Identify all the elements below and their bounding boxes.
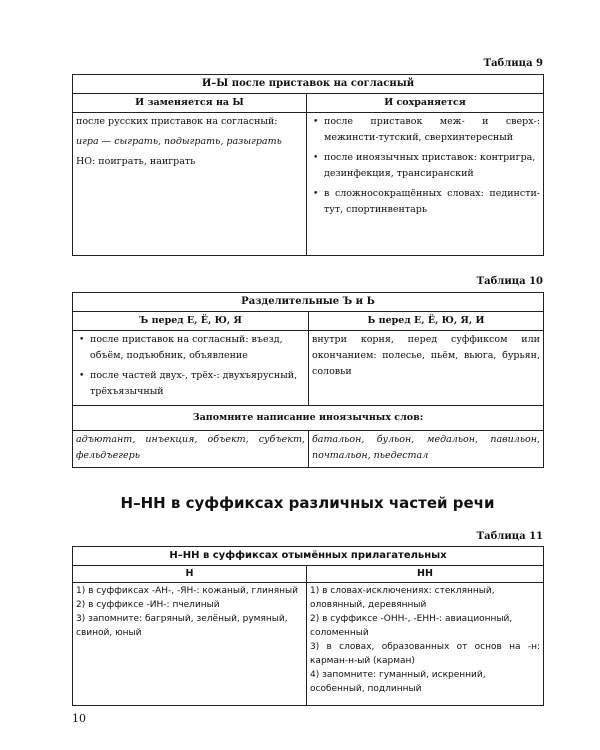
table-9-right-item-1: • после приставок меж- и сверх-: межинсти-тутский, сверхинтересный [324,114,540,146]
table-9 [72,74,544,256]
table-11-header: Н–НН в суффиксах отымённых прилагательных [73,547,544,566]
table-9-left-cell [73,113,307,256]
table-11-left-item-3: 3) запомните: багряный, зелёный, румяный, свиной, юный [76,614,288,638]
table-10-right-cell: внутри корня, перед суффиксом или окончанием: полесье, пьём, вьюга, бурьян, соловьи [309,331,544,406]
table-9-right-item-2: • после иноязычных приставок: контригра, дезинфекция, трансиранский [324,150,540,182]
table-10-header: Разделительные Ъ и Ь [73,293,544,312]
page-number: 10 [72,712,86,725]
table-11-col2-header: НН [307,566,544,583]
table-10-remember-header: Запомните написание иноязычных слов: [73,406,544,431]
table-10-col1-header: Ъ перед Е, Ё, Ю, Я [73,312,309,331]
table-10-label: Таблица 10 [476,276,543,287]
table-9-left-line-1: после русских приставок на согласный: [76,116,278,127]
table-10 [72,292,544,468]
table-9-left-line-2: игра — сыграть, подыграть, разыграть [76,136,282,147]
table-11 [72,546,544,706]
table-9-left-line-3: НО: поиграть, наиграть [76,156,196,167]
table-11-left-cell [73,583,307,706]
table-11-label: Таблица 11 [476,531,543,542]
table-9-right-cell [307,113,544,256]
table-10-col2-header: Ь перед Е, Ё, Ю, Я, И [309,312,544,331]
table-11-right-cell [307,583,544,706]
table-9-col2-header: И сохраняется [307,94,544,113]
table-10-left-cell [73,331,309,406]
table-11-left-item-2: 2) в суффиксе -ИН-: пчелиный [76,600,220,610]
table-10-remember-right: батальон, бульон, медальон, павильон, почтальон, пьедестал [309,431,544,468]
table-10-remember-left: адъютант, инъекция, объект, субъект, фельдъегерь [73,431,309,468]
table-9-label: Таблица 9 [483,58,543,69]
table-9-col1-header: И заменяется на Ы [73,94,307,113]
table-9-right-item-3: • в сложносокращённых словах: пединсти-тут, спортинвентарь [324,186,540,218]
table-11-col1-header: Н [73,566,307,583]
table-10-left-item-1: • после приставок на согласный: въезд, объём, подъюбник, объявление [90,332,305,364]
table-11-right-item-3: 3) в словах, образованных от основ на -н: карман-н-ый (карман) [310,642,541,666]
table-11-right-item-4: 4) запомните: гуманный, искренний, особенный, подлинный [310,670,486,694]
table-11-right-item-1: 1) в словах-исключениях: стеклянный, оловянный, деревянный [310,586,495,610]
table-9-header: И–Ы после приставок на согласный [73,75,544,94]
table-10-left-item-2: • после частей двух-, трёх-: двухъярусный, трёхъязычный [90,368,305,400]
section-title: Н–НН в суффиксах различных частей речи [120,494,495,512]
table-11-left-item-1: 1) в суффиксах -АН-, -ЯН-: кожаный, глиняный [76,586,299,596]
table-11-right-item-2: 2) в суффиксе -ОНН-, -ЕНН-: авиационный, соломенный [310,614,513,638]
